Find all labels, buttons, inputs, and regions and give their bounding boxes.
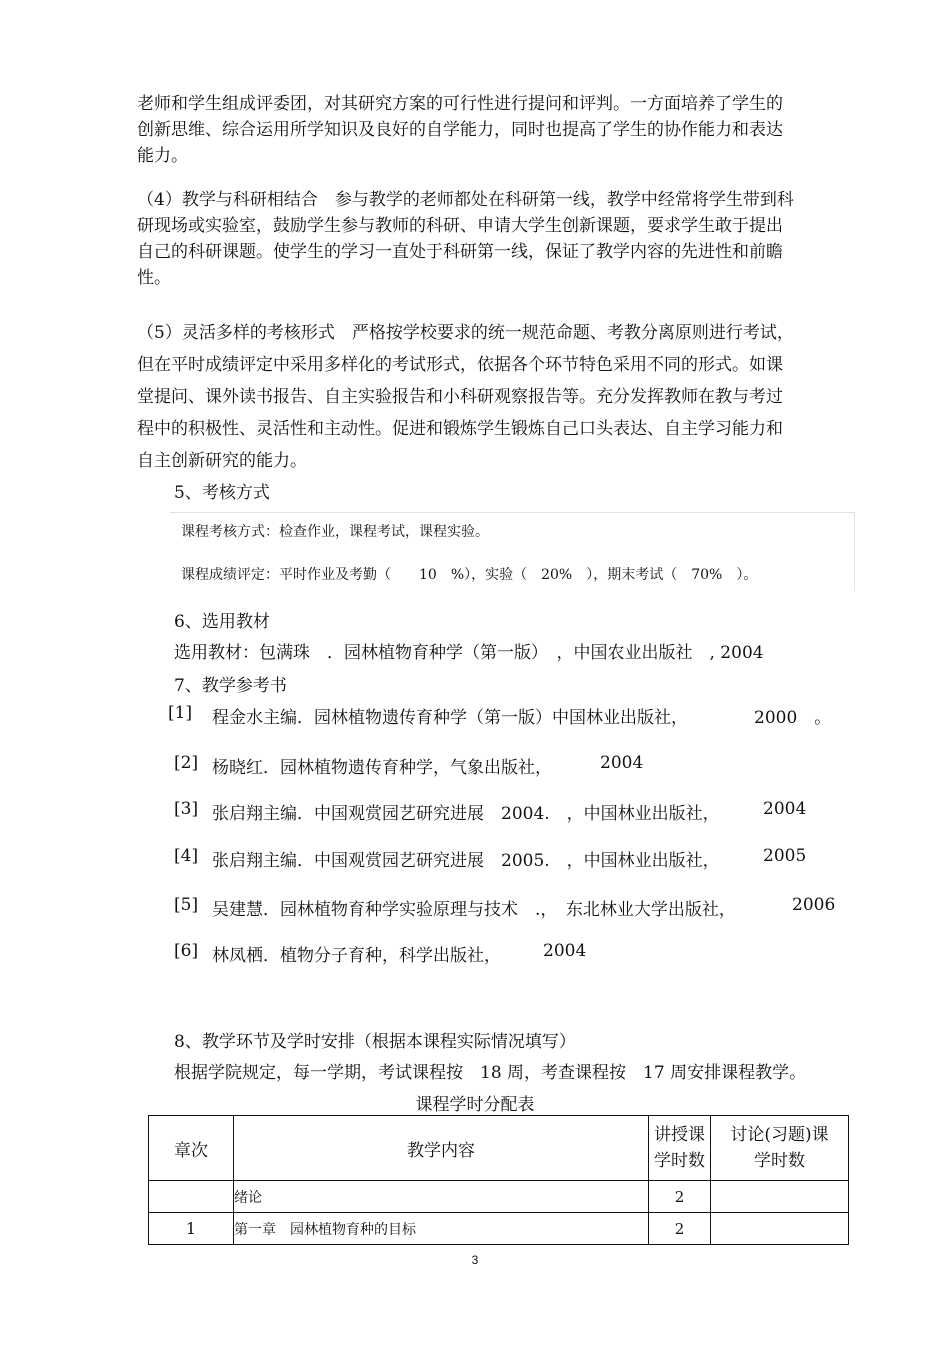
reference-number: [3] (174, 799, 199, 819)
reference-text: 张启翔主编．中国观赏园艺研究进展 2004. ，中国林业出版社， (212, 804, 720, 824)
assessment-methods: 课程考核方式：检查作业，课程考试，课程实验。 (181, 524, 489, 540)
header-discussion-hours (711, 1116, 849, 1181)
section-heading-schedule: 8、教学环节及学时安排（根据本课程实际情况填写） (174, 1032, 576, 1052)
reference-text: 杨晓红．园林植物遗传育种学，气象出版社， (212, 758, 552, 778)
paragraph-line: （4）教学与科研相结合 参与教学的老师都处在科研第一线，教学中经常将学生带到科 (137, 190, 794, 210)
reference-number: [1] (168, 703, 193, 723)
paragraph-line: 程中的积极性、灵活性和主动性。促进和锻炼学生锻炼自己口头表达、自主学习能力和 (137, 419, 783, 439)
paragraph-line: 自主创新研究的能力。 (137, 451, 307, 471)
table-row (149, 1181, 849, 1213)
intro-paragraph (137, 91, 837, 169)
cell-lecture-hours: 2 (649, 1181, 711, 1213)
schedule-note: 根据学院规定，每一学期，考试课程按 18 周，考查课程按 17 周安排课程教学。 (174, 1063, 807, 1083)
cell-content: 绪论 (234, 1181, 649, 1213)
header-discussion-line1: 讨论(习题)课 (730, 1125, 829, 1145)
table-title: 课程学时分配表 (415, 1095, 535, 1115)
reference-number: [5] (174, 895, 199, 915)
paragraph-line: （5）灵活多样的考核形式 严格按学校要求的统一规范命题、考教分离原则进行考试， (137, 323, 794, 343)
teaching-research-paragraph (137, 187, 837, 291)
reference-year: 2004 (763, 799, 807, 819)
header-content: 教学内容 (234, 1116, 649, 1181)
reference-text: 程金水主编．园林植物遗传育种学（第一版）中国林业出版社， (212, 708, 688, 728)
table-row (149, 1213, 849, 1245)
reference-text: 吴建慧．园林植物育种学实验原理与技术 .， 东北林业大学出版社， (212, 900, 736, 920)
paragraph-line: 能力。 (137, 146, 188, 166)
reference-year: 2004 (543, 941, 587, 961)
paragraph-line: 创新思维、综合运用所学知识及良好的自学能力，同时也提高了学生的协作能力和表达 (137, 120, 783, 140)
page-number: 3 (471, 1253, 479, 1267)
cell-discussion-hours (711, 1181, 849, 1213)
assessment-forms-paragraph (137, 317, 837, 477)
reference-year: 2004 (600, 753, 644, 773)
reference-text: 张启翔主编．中国观赏园艺研究进展 2005. ，中国林业出版社， (212, 851, 720, 871)
header-lecture-line1: 讲授课 (654, 1125, 705, 1145)
reference-number: [6] (174, 941, 199, 961)
textbook-entry: 选用教材：包满珠 ．园林植物育种学（第一版） ，中国农业出版社 , 2004 (174, 643, 764, 663)
table-header-row (149, 1116, 849, 1181)
cell-discussion-hours (711, 1213, 849, 1245)
paragraph-line: 但在平时成绩评定中采用多样化的考试形式，依据各个环节特色采用不同的形式。如课 (137, 355, 783, 375)
grading-breakdown: 课程成绩评定：平时作业及考勤（ 10 %），实验（ 20% ），期末考试（ 70% ）。 (181, 567, 758, 583)
header-chapter: 章次 (149, 1116, 234, 1181)
cell-content: 第一章 园林植物育种的目标 (234, 1213, 649, 1245)
reference-number: [2] (174, 753, 199, 773)
reference-year: 2005 (763, 846, 807, 866)
reference-year: 2006 (792, 895, 836, 915)
header-lecture-line2: 学时数 (654, 1151, 705, 1171)
header-lecture-hours (649, 1116, 711, 1181)
section-heading-references: 7、教学参考书 (174, 676, 287, 696)
section-heading-assessment: 5、考核方式 (174, 483, 270, 503)
cell-lecture-hours: 2 (649, 1213, 711, 1245)
cell-chapter: 1 (149, 1213, 234, 1245)
paragraph-line: 性。 (137, 268, 171, 288)
reference-year: 2000 。 (754, 708, 832, 728)
section-heading-textbook: 6、选用教材 (174, 612, 270, 632)
paragraph-line: 自己的科研课题。使学生的学习一直处于科研第一线，保证了教学内容的先进性和前瞻 (137, 242, 783, 262)
reference-number: [4] (174, 846, 199, 866)
cell-chapter (149, 1181, 234, 1213)
paragraph-line: 研现场或实验室，鼓励学生参与教师的科研、申请大学生创新课题，要求学生敢于提出 (137, 216, 783, 236)
header-discussion-line2: 学时数 (754, 1151, 805, 1171)
reference-text: 林凤栖．植物分子育种，科学出版社， (212, 946, 501, 966)
paragraph-line: 老师和学生组成评委团，对其研究方案的可行性进行提问和评判。一方面培养了学生的 (137, 94, 783, 114)
paragraph-line: 堂提问、课外读书报告、自主实验报告和小科研观察报告等。充分发挥教师在教与考过 (137, 387, 783, 407)
hours-table (148, 1115, 849, 1245)
